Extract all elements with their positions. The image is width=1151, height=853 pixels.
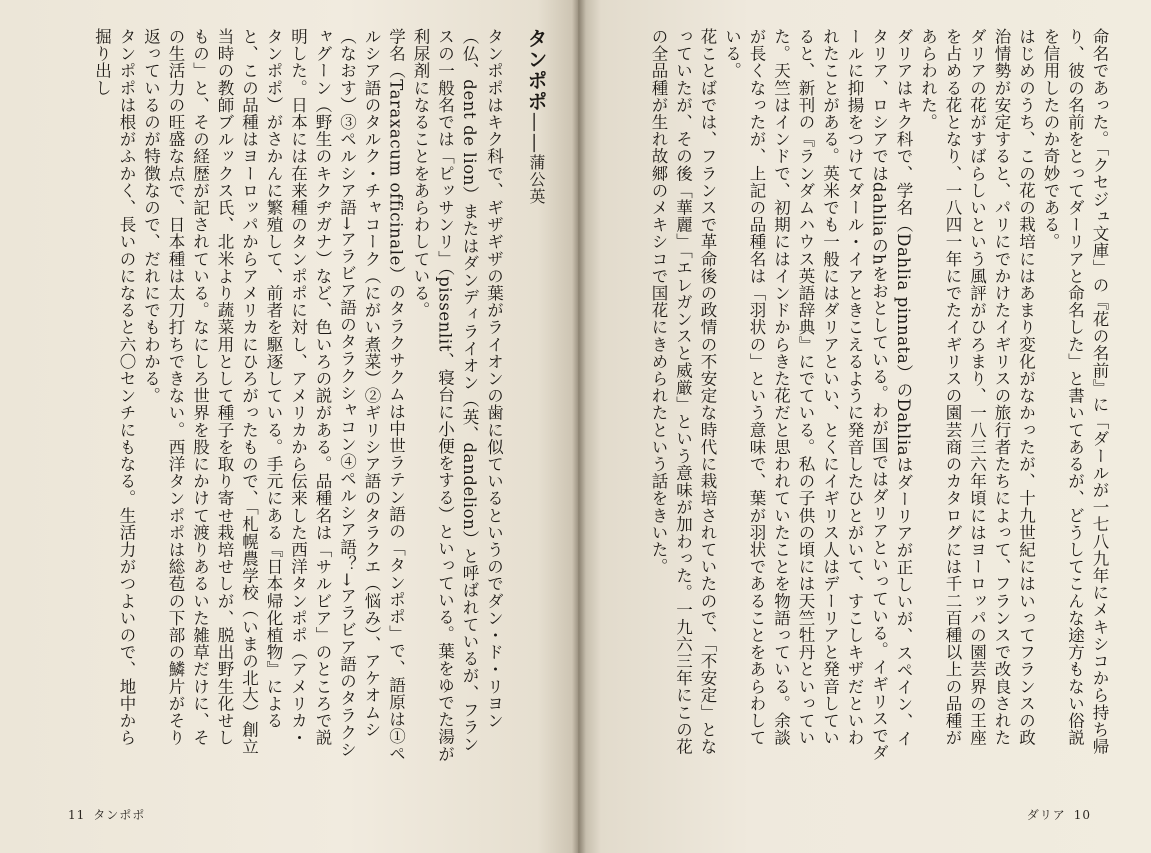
paragraph: タンポポは根がふかく、長いのになると六〇センチにもなる。生活力がつよいので、地中から掘り出し: [92, 28, 136, 747]
left-folio: [60, 806, 145, 823]
paragraph: タンポポはキク科で、ギザギザの葉がライオンの歯に似ているというのでダン・ド・リヨン（仏、dent de lion）またはダンディライオン（英、dandelion）と呼ばれているが、フランスの一般名では「ピッサンリ」（pissenlit、寝台に小便をする）といっている。葉をゆでた湯が利尿剤になることをあらわしている。: [411, 28, 504, 763]
paragraph: 花ことばでは、フランスで革命後の政情の不安定な時代に栽培されていたので、「不安定」となっていたが、その後「華麗」「エレガンスと威厳」という意味が加わった。一九六三年にこの花の全品種が生れ故郷のメキシコで国花にきめられたという話をきいた。: [649, 28, 717, 756]
page-number: 10: [1073, 808, 1091, 822]
running-head: タンポポ: [93, 808, 146, 822]
paragraph: 命名であった。「クセジュ文庫」の『花の名前』に「ダールが一七八九年にメキシコから持ち帰り、彼の名前をとってダーリアと命名した」と書いてあるが、どうしてこんな途方もない俗説を信用したのか奇妙である。: [1041, 28, 1109, 756]
title-dash: ——: [524, 112, 548, 154]
right-page: [578, 0, 1151, 853]
paragraph: ダリアはキク科で、学名（Dahlia pinnata）のDahliaはダーリアが正しいが、スペイン、イタリア、ロシアではdahliaのhをおとしている。わが国ではダリアといっている。イギリスでダールに抑揚をつけてダール・イアときこえるように発音したひとがいて、すこしキザだといわれたことがある。英米でも一般にはダリアといい、とくにイギリス人はデーリアと発音していると、新刊の『ランダムハウス英語辞典』にでている。私の子供の頃には天竺牡丹といっていた。天竺はインドで、初期にはインドからきた花だと思われていたことを物語っている。余談が長くなったが、上記の品種名は「羽状の」という意味で、葉が羽状であることをあらわしている。: [722, 28, 913, 762]
right-folio: [1027, 806, 1099, 823]
paragraph: 学名（Taraxacum officinale）のタラクサクムは中世ラテン語の「タンポポ」で、語原は①ペルシア語のタルク・チャコーク（にがい煮菜）②ギリシア語のタラクエ（悩み）、アケオムシ（なおす）③ペルシア語→アラビア語のタラクシャコン④ペルシア語？→アラビア語のタラクシャグーン（野生のキクヂガナ）など、色いろの説がある。品種名は「サルビア」のところで説明した。日本には在来種のタンポポに対し、アメリカから伝来した西洋タンポポ（アメリカ・タンポポ）がさかんに繁殖して、前者を駆逐している。手元にある『日本帰化植物』によると、この品種はヨーロッパからアメリカにひろがったもので、「札幌農学校（いまの北大）創立当時の教師ブルックス氏、北米より蔬菜用として種子を取り寄せ栽培せしが、脱出野生化せしもの」と、その経歴が記されている。なにしろ世界を股にかけて渡りあるいた雑草だけに、その生活力の旺盛な点で、日本種は太刀打ちできない。西洋タンポポは総苞の下部の鱗片がそり返っているのが特徴なので、だれにでもわかる。: [141, 28, 406, 762]
section-heading: [524, 28, 549, 763]
section-title-kanji: 蒲公英: [527, 154, 546, 205]
paragraph: はじめのうち、この花の栽培にはあまり変化がなかったが、十九世紀にはいってフランスの政治情勢が安定すると、パリにでかけたイギリスの旅行者たちによって、フランスで改良されたダリアの花がすばらしいという風評がひろまり、一八三六年頃にはヨーロッパの園芸界の王座を占める花となり、一八四一年にでたイギリスの園芸商のカタログには千二百種以上の品種があらわれた。: [918, 28, 1036, 747]
left-page-body: [92, 28, 548, 763]
running-head: ダリア: [1026, 808, 1066, 822]
page-number: 11: [68, 808, 86, 822]
book-gutter: [572, 0, 586, 853]
section-title: タンポポ: [524, 28, 548, 112]
right-page-body: [578, 28, 1111, 763]
